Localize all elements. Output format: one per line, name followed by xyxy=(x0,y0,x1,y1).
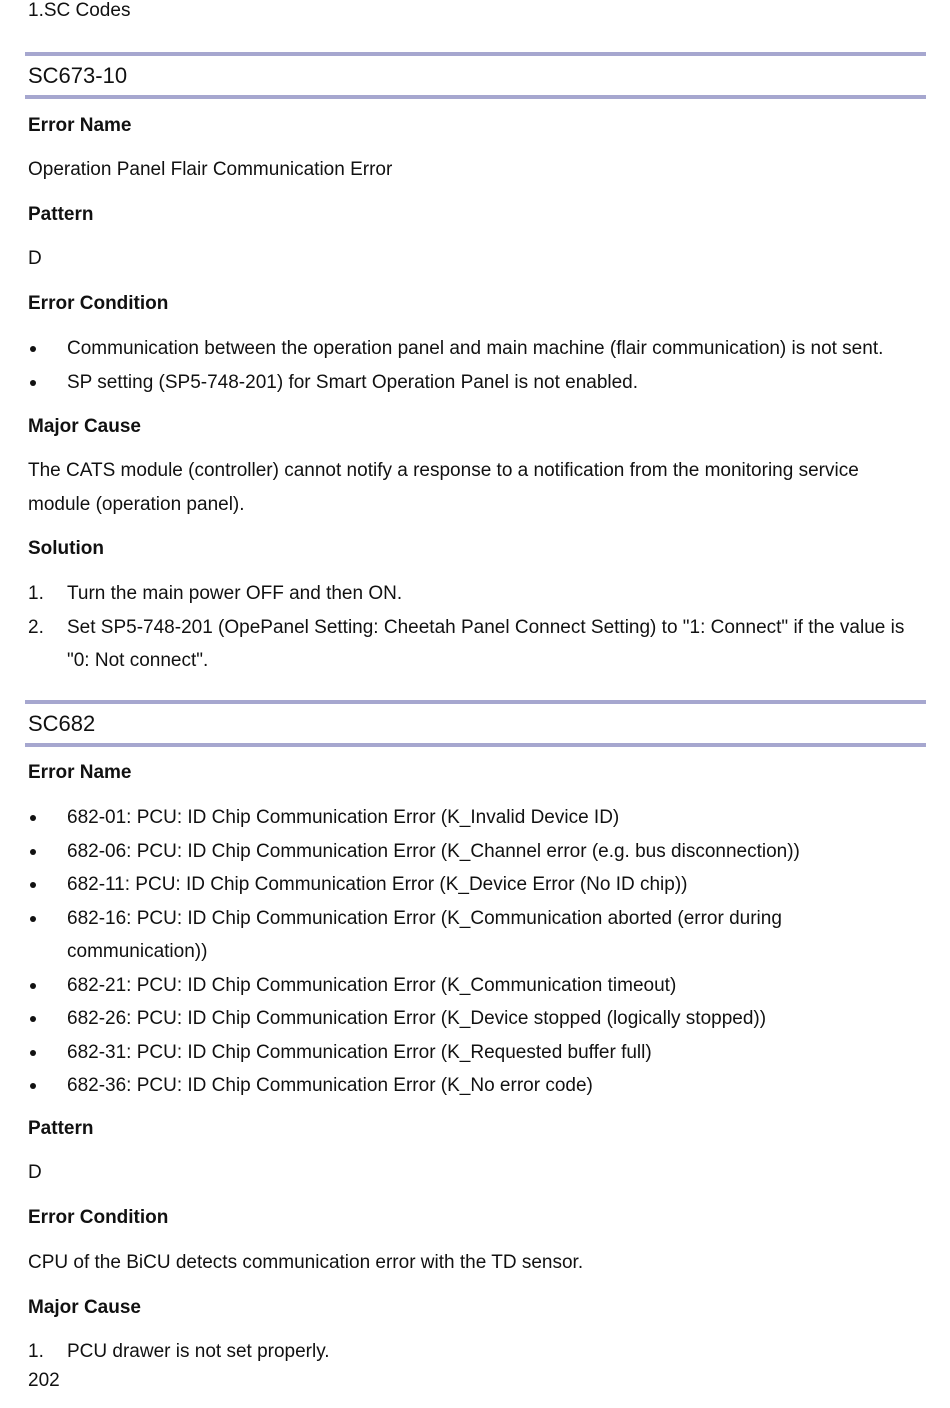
bullet-dot-icon xyxy=(30,849,36,855)
list-item xyxy=(28,366,918,400)
section-header-sc673-10 xyxy=(25,52,926,99)
major-cause-heading: Major Cause xyxy=(28,416,141,437)
bullet-dot-icon xyxy=(30,916,36,922)
section-title: SC682 xyxy=(28,711,96,736)
section-header-sc682 xyxy=(25,700,926,747)
list-item xyxy=(28,1335,918,1369)
error-name-heading: Error Name xyxy=(28,115,132,136)
bullet-dot-icon xyxy=(30,1016,36,1022)
bullet-dot-icon xyxy=(30,983,36,989)
step-number: 2. xyxy=(28,616,44,638)
list-item-text: 682-11: PCU: ID Chip Communication Error (K_Device Error (No ID chip)) xyxy=(67,874,688,895)
list-item-text: 682-06: PCU: ID Chip Communication Error (K_Channel error (e.g. bus disconnection)) xyxy=(67,840,800,862)
error-condition-text: CPU of the BiCU detects communication error with the TD sensor. xyxy=(28,1252,584,1273)
error-name-text: Operation Panel Flair Communication Error xyxy=(28,159,393,180)
major-cause-list xyxy=(28,1335,918,1369)
list-item xyxy=(28,969,918,1003)
running-header: 1.SC Codes xyxy=(28,0,131,21)
list-item-text: 682-36: PCU: ID Chip Communication Error (K_No error code) xyxy=(67,1075,593,1096)
major-cause-heading: Major Cause xyxy=(28,1297,141,1318)
solution-heading: Solution xyxy=(28,538,104,559)
list-item-text: 682-26: PCU: ID Chip Communication Error (K_Device stopped (logically stopped)) xyxy=(67,1008,767,1029)
major-cause-text: The CATS module (controller) cannot notify a response to a notification from the monitoring service module (operation panel). xyxy=(28,460,859,515)
list-item-text: Turn the main power OFF and then ON. xyxy=(67,583,403,604)
section-bottom-rule xyxy=(25,95,926,99)
error-condition-list xyxy=(28,332,918,399)
bullet-dot-icon xyxy=(30,346,36,352)
list-item xyxy=(28,868,918,902)
pattern-heading: Pattern xyxy=(28,204,94,225)
list-item-text: SP setting (SP5-748-201) for Smart Operation Panel is not enabled. xyxy=(67,371,639,393)
section-title: SC673-10 xyxy=(28,63,128,88)
page-number: 202 xyxy=(28,1370,60,1391)
list-item-text: Communication between the operation panel and main machine (flair communication) is not sent. xyxy=(67,338,884,359)
bullet-dot-icon xyxy=(30,380,36,386)
list-item xyxy=(28,1069,918,1103)
list-item xyxy=(28,801,918,835)
section-bottom-rule xyxy=(25,743,926,747)
list-item-text: 682-31: PCU: ID Chip Communication Error (K_Requested buffer full) xyxy=(67,1041,652,1063)
list-item xyxy=(28,611,918,678)
list-item xyxy=(28,902,918,969)
list-item-text: 682-16: PCU: ID Chip Communication Error (K_Communication aborted (error during communication)) xyxy=(67,907,782,962)
pattern-heading: Pattern xyxy=(28,1118,94,1139)
bullet-dot-icon xyxy=(30,1050,36,1056)
pattern-text: D xyxy=(28,1162,42,1183)
list-item xyxy=(28,577,918,611)
solution-list xyxy=(28,577,918,678)
error-name-heading: Error Name xyxy=(28,762,132,783)
step-number: 1. xyxy=(28,583,44,604)
list-item xyxy=(28,332,918,366)
bullet-dot-icon xyxy=(30,1083,36,1089)
list-item xyxy=(28,1002,918,1036)
error-condition-heading: Error Condition xyxy=(28,293,169,314)
list-item xyxy=(28,835,918,869)
error-name-list xyxy=(28,801,918,1103)
list-item-text: 682-21: PCU: ID Chip Communication Error (K_Communication timeout) xyxy=(67,974,677,996)
list-item-text: 682-01: PCU: ID Chip Communication Error (K_Invalid Device ID) xyxy=(67,807,620,828)
step-number: 1. xyxy=(28,1341,44,1362)
bullet-dot-icon xyxy=(30,882,36,888)
bullet-dot-icon xyxy=(30,815,36,821)
pattern-text: D xyxy=(28,248,42,269)
list-item-text: Set SP5-748-201 (OpePanel Setting: Cheetah Panel Connect Setting) to "1: Connect" if the value is "0: Not connect". xyxy=(67,616,905,671)
list-item-text: PCU drawer is not set properly. xyxy=(67,1341,330,1362)
error-condition-heading: Error Condition xyxy=(28,1207,169,1228)
list-item xyxy=(28,1036,918,1070)
